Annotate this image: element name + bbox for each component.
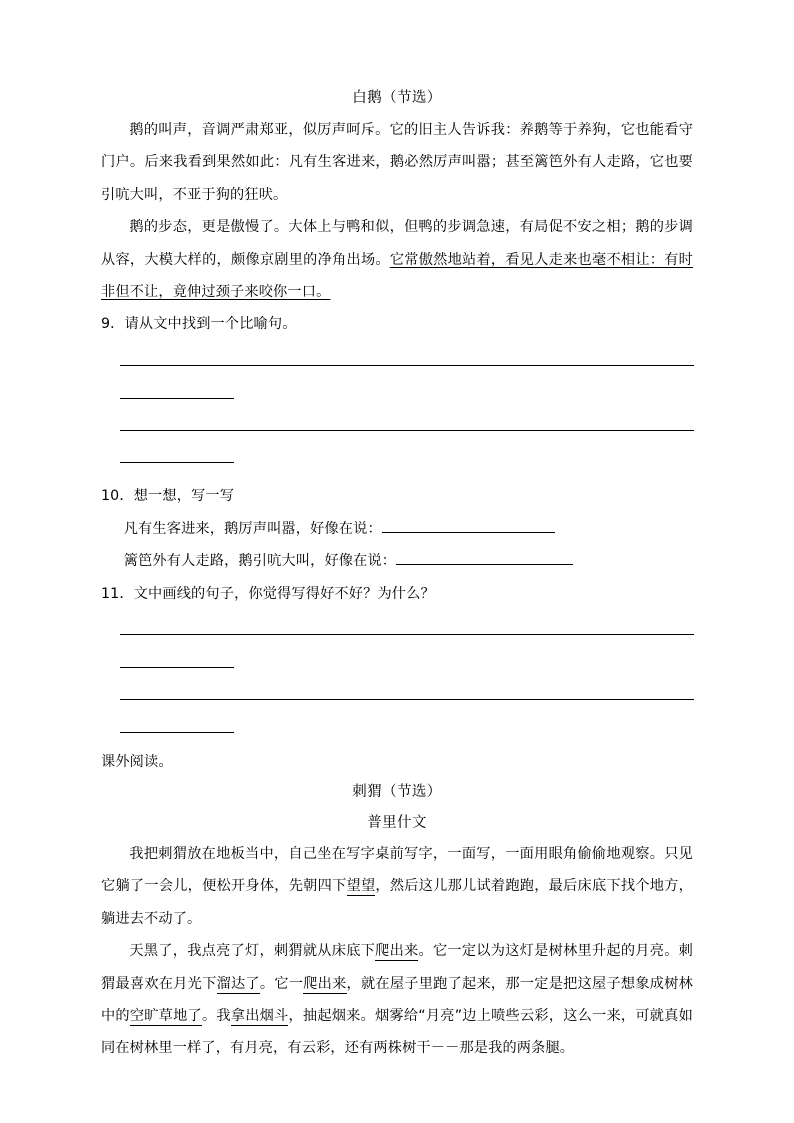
passage2-p2-marked-4: 空旷草地了 — [129, 1008, 202, 1025]
answer-line-row — [101, 341, 693, 373]
question-11-answer-area[interactable] — [101, 610, 693, 740]
question-10-prompt-2: 篱笆外有人走路，鹅引吭大叫，好像在说： — [123, 553, 397, 570]
question-10-text: 想一想，写一写 — [133, 488, 235, 505]
question-10-blank-2[interactable] — [396, 550, 573, 565]
passage2-title: 刺猬（节选） — [352, 784, 442, 800]
passage2-author: 普里什文 — [367, 815, 427, 831]
passage1-paragraph-1 — [101, 114, 693, 211]
answer-line-long[interactable] — [120, 365, 694, 366]
answer-line-row — [101, 610, 693, 642]
answer-line-row — [101, 675, 693, 707]
question-10-subitem-2 — [101, 545, 693, 577]
answer-line-long[interactable] — [120, 634, 694, 635]
question-11 — [101, 578, 693, 610]
passage2-p1-seg3: ，然后这儿那儿试着跑跑，最后床底下找个地方，躺进去不动了。 — [101, 878, 693, 927]
question-11-number: 11． — [101, 585, 134, 602]
page-content — [101, 84, 693, 1065]
passage2-p2-seg7: ，就在屋子里跑了起来，那一定是把这屋子想象成树林中的 — [101, 975, 693, 1025]
passage2-p2-seg5: 。它一 — [259, 975, 304, 992]
answer-line-row — [101, 438, 693, 470]
question-10-prompt-1: 凡有生客进来，鹅厉声叫嚣，好像在说： — [123, 520, 382, 537]
question-9-answer-area[interactable] — [101, 341, 693, 471]
passage2-p1-seg1: 我把刺猬放在地板当中，自己坐在写字桌前写字，一面写，一面用眼角偷偷地观察。只见它躺了一会儿，便松开身体，先朝四下 — [101, 846, 693, 895]
question-10 — [101, 480, 693, 512]
passage2-paragraph-2 — [101, 935, 693, 1065]
passage1-title: 白鹅（节选） — [352, 90, 442, 106]
question-9 — [101, 308, 693, 340]
question-9-text: 请从文中找到一个比喻句。 — [124, 316, 297, 333]
answer-line-short[interactable] — [120, 462, 234, 463]
answer-line-row — [101, 373, 693, 405]
question-10-blank-1[interactable] — [382, 518, 555, 533]
passage1-paragraph-2 — [101, 211, 693, 308]
passage2-p2-marked-2: 溜达了 — [216, 975, 260, 992]
answer-line-row — [101, 406, 693, 438]
passage1-p2-seg1: 鹅的步态，更是傲慢了。大体上与鸭和似，但鸭的步调急速，有局促不安之相；鹅的步调从容，大模大样的，颇像京剧里的净角出场。 — [101, 219, 693, 268]
answer-line-short[interactable] — [120, 398, 234, 399]
question-11-text: 文中画线的句子，你觉得写得好不好？为什么？ — [133, 585, 435, 602]
answer-line-long[interactable] — [120, 699, 694, 700]
answer-line-row — [101, 642, 693, 674]
answer-line-row — [101, 707, 693, 739]
answer-line-long[interactable] — [120, 430, 694, 431]
passage2-p2-seg9: 。我 — [201, 1008, 231, 1025]
passage2-p2-seg11: ，抽起烟来。烟雾给“月亮”边上喷些云彩，这么一来，可就真如同在树林里一样了，有月亮，有云彩，还有两株树干－－那是我的两条腿。 — [101, 1008, 693, 1057]
question-9-number: 9． — [101, 316, 125, 333]
passage2-p1-marked-1: 望望 — [346, 878, 376, 895]
passage2-p2-marked-1: 爬出来 — [375, 943, 419, 960]
question-10-subitem-1 — [101, 513, 693, 545]
passage2-paragraph-1 — [101, 838, 693, 935]
answer-line-short[interactable] — [120, 667, 234, 668]
answer-line-short[interactable] — [120, 732, 234, 733]
passage2-p2-seg3: 。它一定以为这灯是树林里升起的月亮。刺猬最喜欢在月光下 — [101, 943, 693, 992]
question-10-number: 10． — [101, 488, 134, 505]
passage2-p2-marked-3: 爬出来 — [303, 975, 347, 992]
passage2-p2-marked-5: 拿出烟斗 — [230, 1008, 289, 1025]
passage1-p2-underlined-sentence: 它常傲然地站着，看见人走来也毫不相让：有时非但不让，竟伸过颈子来咬你一口。 — [101, 251, 693, 301]
section-label-extracurricular-reading: 课外阅读。 — [101, 753, 173, 770]
passage1-p1-seg1: 鹅的叫声，音调严肃郑亚，似厉声呵斥。它的旧主人告诉我：养鹅等于养狗，它也能看守门户。后来我看到果然如此：凡有生客进来，鹅必然厉声叫嚣；甚至篱笆外有人走路，它也要引吭大叫，不亚于狗的狂吠。 — [101, 122, 693, 203]
passage2-p2-seg1: 天黑了，我点亮了灯，刺猬就从床底下 — [129, 943, 376, 960]
